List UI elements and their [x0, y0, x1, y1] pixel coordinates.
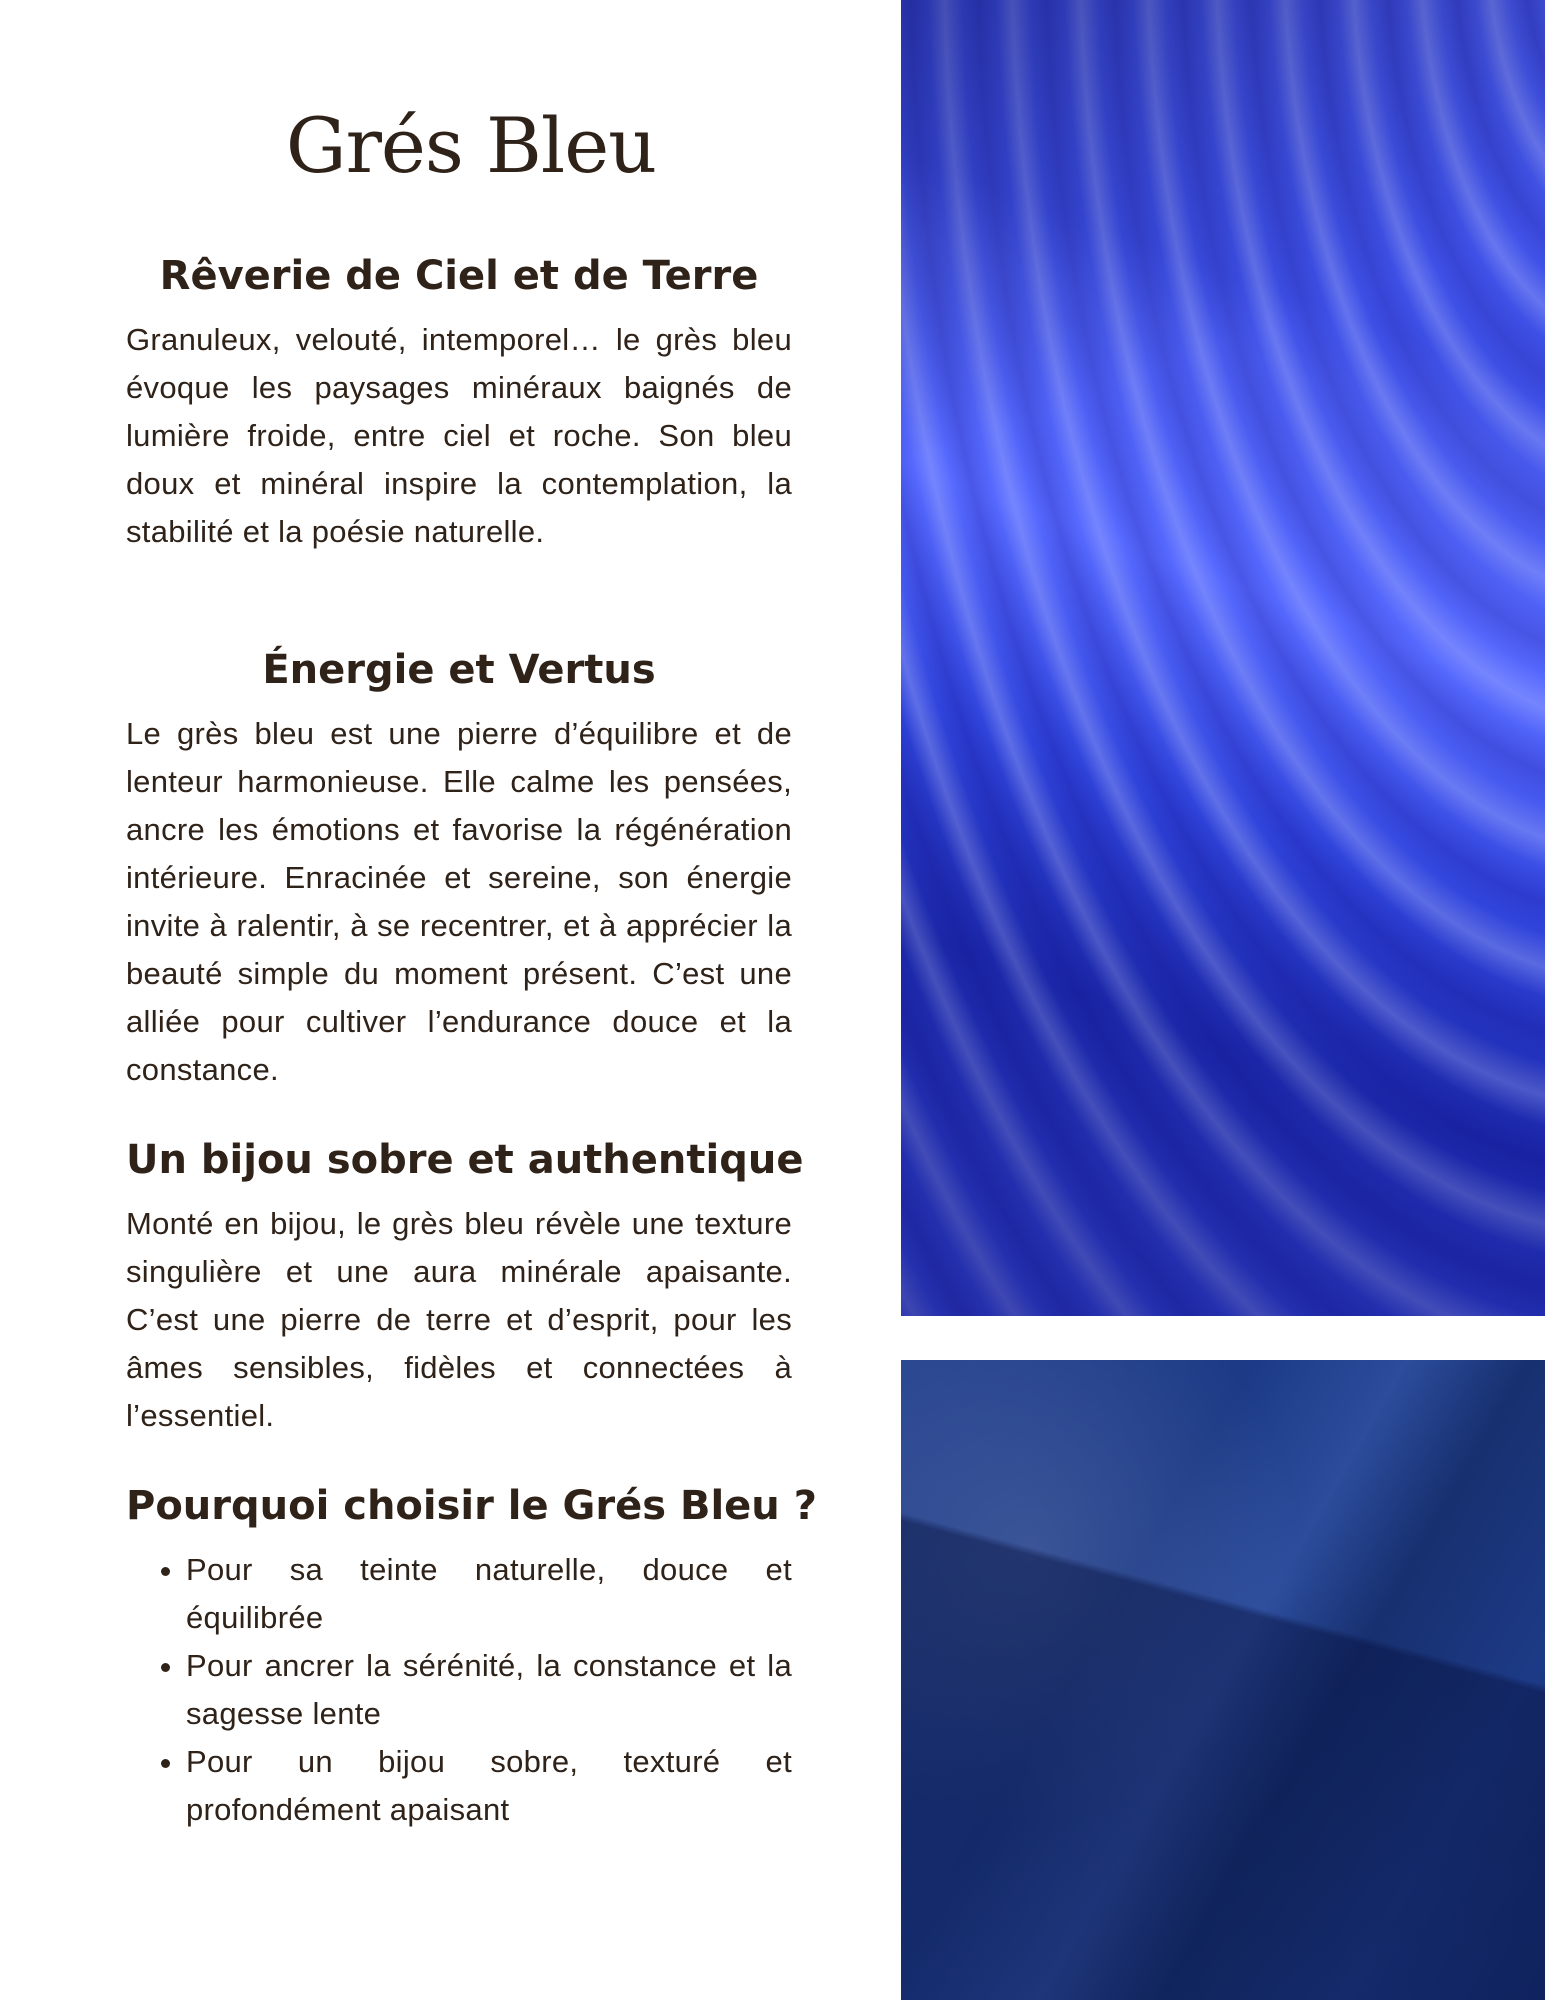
section-body: Granuleux, velouté, intemporel… le grès bleu évoque les paysages minéraux baignés de lumière froide, entre ciel et roche. Son bleu doux et minéral inspire la contemplation, la stabilité et la poésie naturelle. — [126, 322, 792, 549]
section-energie — [126, 646, 792, 1094]
section-heading: Énergie et Vertus — [262, 647, 656, 693]
page-title: Grés Bleu — [285, 101, 657, 190]
section-body: Monté en bijou, le grès bleu révèle une texture singulière et une aura minérale apaisante. C’est une pierre de terre et d’esprit, pour les âmes sensibles, fidèles et connectées à l’essentiel. — [126, 1206, 792, 1433]
list-item: • Pour sa teinte naturelle, douce et équilibrée — [186, 1546, 792, 1642]
section-heading: Rêverie de Ciel et de Terre — [159, 253, 759, 299]
section-body: Le grès bleu est une pierre d’équilibre et de lenteur harmonieuse. Elle calme les pensées, ancre les émotions et favorise la régénération intérieure. Enracinée et sereine, son énergie invite à ralentir, à se recentrer, et à apprécier la beauté simple du moment présent. C’est une alliée pour cultiver l’endurance douce et la constance. — [126, 716, 792, 1087]
list-item: • Pour un bijou sobre, texturé et profondément apaisant — [186, 1738, 792, 1834]
blue-sandstone-texture-photo — [901, 0, 1545, 1316]
list-item: • Pour ancrer la sérénité, la constance et la sagesse lente — [186, 1642, 792, 1738]
section-reverie — [126, 252, 792, 556]
section-heading: Un bijou sobre et authentique — [126, 1137, 804, 1183]
section-pourquoi — [126, 1482, 817, 1834]
reasons-list — [126, 1546, 792, 1834]
section-bijou — [126, 1136, 804, 1440]
section-heading: Pourquoi choisir le Grés Bleu ? — [126, 1483, 817, 1529]
blue-sandstone-crystal-photo — [901, 1360, 1545, 2000]
